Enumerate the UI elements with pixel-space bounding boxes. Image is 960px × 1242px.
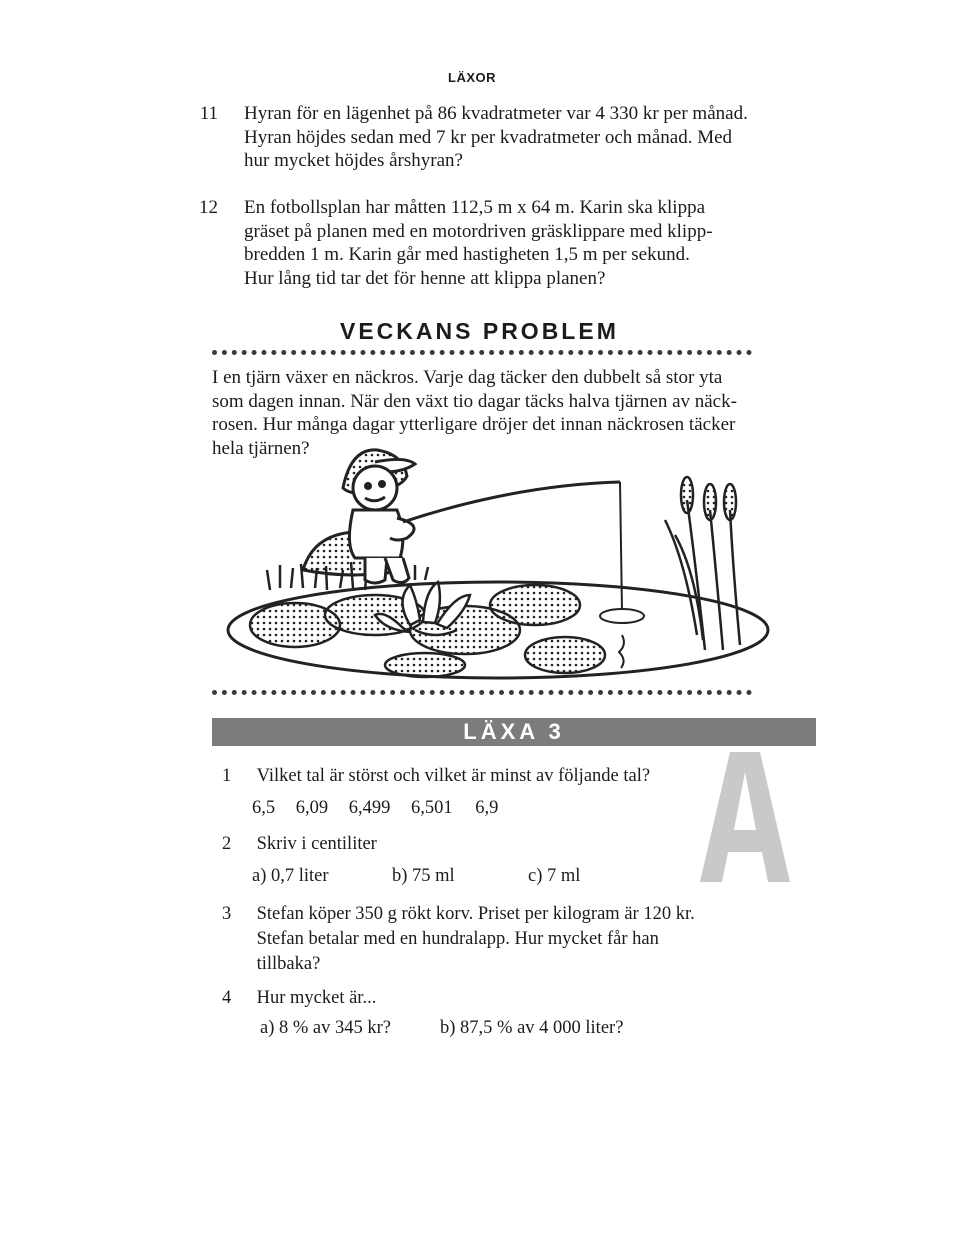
number-value: 6,501 [411, 798, 453, 818]
homework-q2-part-b: b) 75 ml [392, 866, 455, 886]
question-text [257, 902, 695, 977]
question-number: 1 [222, 766, 232, 786]
question-text: Hur mycket är... [256, 988, 377, 1008]
homework-q4-part-b: b) 87,5 % av 4 000 liter? [440, 1018, 624, 1038]
dotted-divider [212, 350, 752, 355]
problem-12-text [244, 196, 713, 290]
number-value: 6,499 [348, 798, 391, 818]
text-line: En fotbollsplan har måtten 112,5 m x 64 m. Karin ska klippa [244, 197, 706, 218]
text-line: I en tjärn växer en näckros. Varje dag täcker den dubbelt så stor yta [212, 367, 723, 388]
letter-a-text: A [744, 877, 746, 878]
homework-q1-values [252, 796, 498, 821]
question-number: 3 [222, 904, 232, 924]
number-value: 6,5 [252, 798, 276, 818]
homework-q2-part-c: c) 7 ml [528, 866, 581, 886]
text-line: som dagen innan. När den växt tio dagar täcks halva tjärnen av näck- [212, 390, 737, 412]
question-number: 2 [222, 834, 232, 854]
text-line: Stefan betalar med en hundralapp. Hur mycket får han [256, 929, 659, 949]
text-line: gräset på planen med en motordriven gräsklippare med klipp- [244, 220, 713, 242]
homework-q4 [222, 986, 376, 1011]
problem-number: 12 [199, 197, 218, 218]
text-line: tillbaka? [256, 954, 321, 974]
question-number: 4 [222, 988, 232, 1008]
problem-number: 11 [199, 103, 218, 124]
question-text: Vilket tal är störst och vilket är minst av följande tal? [256, 766, 651, 786]
text-line: bredden 1 m. Karin går med hastigheten 1,5 m per sekund. [244, 244, 690, 265]
homework-q2 [222, 832, 377, 857]
homework-q3 [222, 902, 695, 977]
page-header: LÄXOR [448, 70, 496, 85]
homework-q2-part-a: a) 0,7 liter [252, 866, 329, 886]
text-line: hur mycket höjdes årshyran? [244, 150, 463, 171]
problem-11-text [244, 102, 748, 173]
letter-a-icon [700, 752, 790, 882]
weekly-problem-title: VECKANS PROBLEM [340, 318, 619, 344]
text-line: Hyran för en lägenhet på 86 kvadratmeter var 4 330 kr per månad. [244, 103, 748, 124]
homework-q1 [222, 764, 650, 789]
text-line: rosen. Hur många dagar ytterligare dröjer det innan näckrosen täcker [212, 414, 736, 435]
text-line: hela tjärnen? [212, 437, 310, 459]
pond-illustration [225, 440, 785, 690]
homework-title-bar: LÄXA 3 [212, 718, 816, 746]
number-value: 6,9 [475, 798, 499, 818]
text-line: Hyran höjdes sedan med 7 kr per kvadratmeter och månad. Med [244, 126, 733, 148]
homework-q4-part-a: a) 8 % av 345 kr? [260, 1018, 391, 1038]
number-value: 6,09 [295, 798, 329, 818]
text-line: Stefan köper 350 g rökt korv. Priset per kilogram är 120 kr. [256, 904, 695, 924]
dotted-divider [212, 690, 752, 695]
text-line: Hur lång tid tar det för henne att klippa planen? [244, 267, 606, 289]
question-text: Skriv i centiliter [256, 834, 377, 854]
